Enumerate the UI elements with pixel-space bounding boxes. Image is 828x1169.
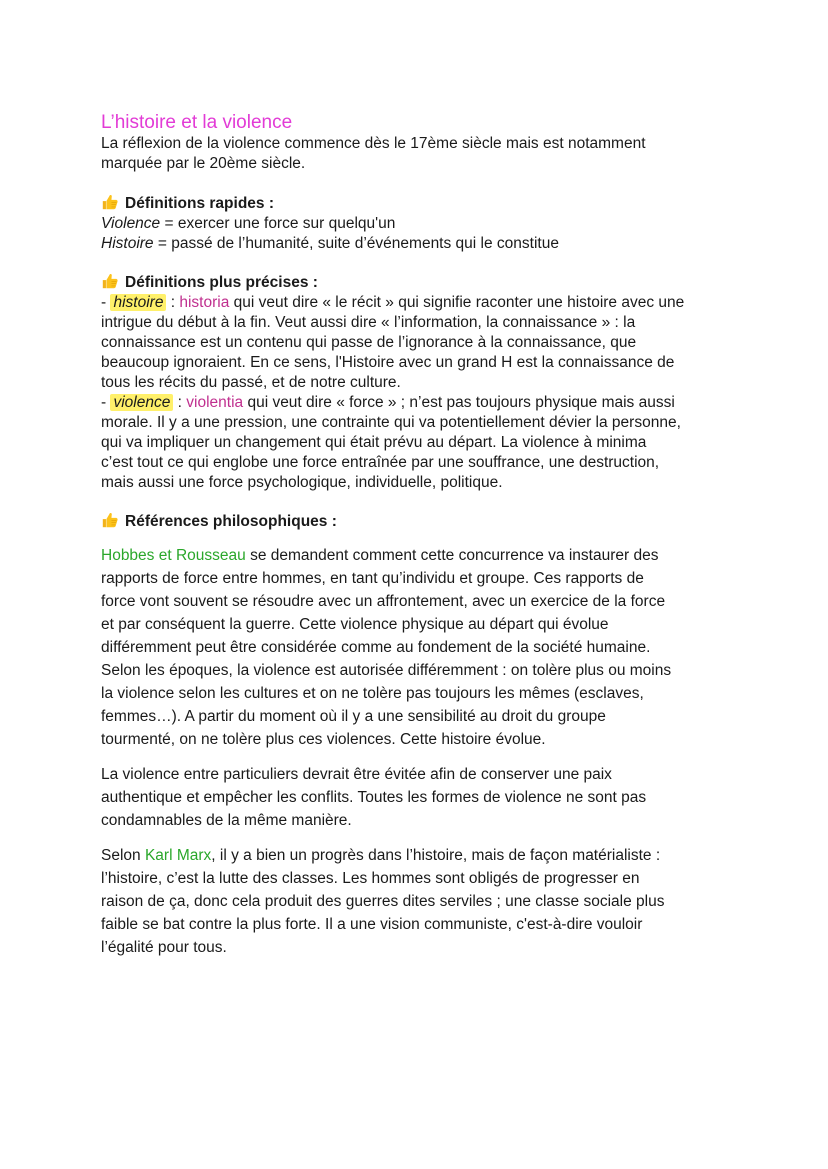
definition-violence: Violence = exercer une force sur quelqu'un [101, 215, 396, 232]
text-line: raison de ça, donc cela produit des guerres dites serviles ; une classe sociale plus [101, 893, 665, 910]
highlighted-term: violence [110, 394, 173, 411]
precise-definition-violence: - violence : violentia qui veut dire « force » ; n’est pas toujours physique mais aussi [101, 394, 675, 411]
thumbs-up-icon [101, 193, 119, 211]
intro-line: marquée par le 20ème siècle. [101, 155, 306, 172]
text-line: mais aussi une force psychologique, individuelle, politique. [101, 474, 503, 491]
text-line: beaucoup ignoraient. En ce sens, l'Histoire avec un grand H est la connaissance de [101, 354, 675, 371]
page-title: L’histoire et la violence [101, 112, 293, 133]
philosophical-references-heading: Références philosophiques : [101, 511, 741, 532]
text-line: qui va impliquer un changement qui était prévu au départ. La violence à minima [101, 434, 647, 451]
text-line: femmes…). A partir du moment où il y a une sensibilité au droit du groupe [101, 708, 606, 725]
text-line: intrigue du début à la fin. Veut aussi dire « l’information, la connaissance » : la [101, 314, 636, 331]
text-line: connaissance est un contenu qui passe de l’ignorance à la connaissance, que [101, 334, 637, 351]
highlighted-term: histoire [110, 294, 166, 311]
text-line: faible se bat contre la plus forte. Il a une vision communiste, c'est-à-dire vouloir [101, 916, 643, 933]
text-line: authentique et empêcher les conflits. Toutes les formes de violence ne sont pas [101, 789, 647, 806]
paragraph-hobbes-rousseau: Hobbes et Rousseau se demandent comment cette concurrence va instaurer des rapports de force entre hommes, en tant qu’individu et groupe. Ces rapports de force vont souvent se résoudre avec un affrontement, avec un exercice de la force et par conséquent la guerre. Cette violence physique au départ qui évolue différemment peut être considérée comme au fondement de la société humaine. Selon les époques, la violence est autorisée différemment : on tolère plus ou moins la violence selon les cultures et on ne tolère pas toujours les mêmes (esclaves, femmes…). A partir du moment où il y a une sensibilité au droit du groupe tourmenté, on ne tolère plus ces violences. Cette histoire évolue. [101, 544, 741, 751]
text-line: tous les récits du passé, et de notre culture. [101, 374, 401, 391]
thumbs-up-icon [101, 511, 119, 529]
latin-term: historia [179, 294, 230, 311]
text-line: l’égalité pour tous. [101, 939, 227, 956]
author-names: Hobbes et Rousseau [101, 547, 246, 564]
precise-definitions-heading: Définitions plus précises : [101, 272, 741, 293]
definition-histoire: Histoire = passé de l’humanité, suite d’événements qui le constitue [101, 235, 559, 252]
text-line: différemment peut être considérée comme au fondement de la société humaine. [101, 639, 651, 656]
precise-definition-histoire: - histoire : historia qui veut dire « le récit » qui signifie raconter une histoire avec une [101, 294, 685, 311]
text-line: c’est tout ce qui englobe une force entraînée par une souffrance, une destruction, [101, 454, 660, 471]
text-line: la violence selon les cultures et on ne tolère pas toujours les mêmes (esclaves, [101, 685, 644, 702]
author-names: Karl Marx [144, 847, 212, 864]
text-line: et par conséquent la guerre. Cette violence physique au départ qui évolue [101, 616, 609, 633]
document-content [101, 112, 741, 959]
text-line: tourmenté, on ne tolère plus ces violences. Cette histoire évolue. [101, 731, 546, 748]
text-line: l’histoire, c’est la lutte des classes. Les hommes sont obligés de progresser en [101, 870, 640, 887]
text-line: condamnables de la même manière. [101, 812, 352, 829]
intro-line: La réflexion de la violence commence dès le 17ème siècle mais est notamment [101, 135, 646, 152]
text-line: rapports de force entre hommes, en tant qu’individu et groupe. Ces rapports de [101, 570, 644, 587]
text-line: La violence entre particuliers devrait être évitée afin de conserver une paix [101, 766, 612, 783]
paragraph-karl-marx: Selon Karl Marx, il y a bien un progrès dans l’histoire, mais de façon matérialiste : l’histoire, c’est la lutte des classes. Les hommes sont obligés de progresser en raison de ça, donc cela produit des guerres dites serviles ; une classe sociale plus faible se bat contre la plus forte. Il a une vision communiste, c'est-à-dire vouloir l’égalité pour tous. [101, 844, 741, 959]
text-line: morale. Il y a une pression, une contrainte qui va potentiellement dévier la personne, [101, 414, 681, 431]
quick-definitions-heading: Définitions rapides : [101, 193, 741, 214]
text-line: Selon les époques, la violence est autorisée différemment : on tolère plus ou moins [101, 662, 672, 679]
paragraph-violence-particuliers [101, 763, 741, 832]
latin-term: violentia [186, 394, 244, 411]
thumbs-up-icon [101, 272, 119, 290]
text-line: force vont souvent se résoudre avec un affrontement, avec un exercice de la force [101, 593, 666, 610]
